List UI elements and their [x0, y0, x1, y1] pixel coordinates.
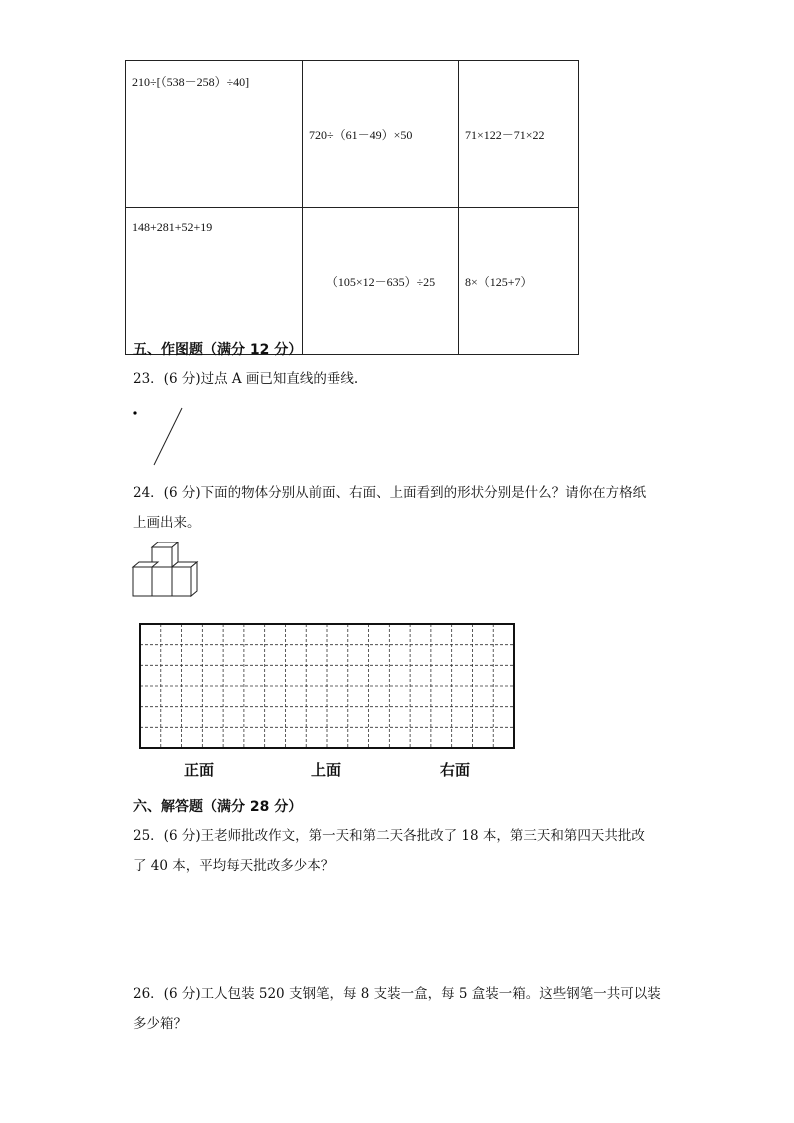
- grid-label-front: 正面: [184, 761, 215, 779]
- calculation-table: [125, 60, 579, 355]
- question-24-line-1: 24．(6 分)下面的物体分别从前面、右面、上面看到的形状分别是什么？请你在方格纸: [133, 485, 647, 501]
- point-and-line-figure: [128, 400, 198, 470]
- question-25-line-1: 25．(6 分)王老师批改作文，第一天和第二天各批改了 18 本，第三天和第四天共批改: [133, 828, 645, 844]
- table-cell: 210÷[（538－258）÷40]: [126, 61, 303, 208]
- table-row: [126, 208, 579, 355]
- table-cell: 148+281+52+19: [126, 208, 303, 355]
- table-cell: 71×122－71×22: [459, 61, 579, 208]
- question-25: [133, 821, 673, 881]
- table-cell: 720÷（61－49）×50: [303, 61, 459, 208]
- question-24-line-2: 上画出来。: [133, 515, 201, 531]
- grid-label-top: 上面: [311, 761, 342, 779]
- grid-label-right: 右面: [440, 761, 471, 779]
- cube-face: [152, 567, 172, 596]
- section-5-title: 五、作图题（满分 12 分）: [133, 342, 303, 358]
- question-23: 23．(6 分)过点 A 画已知直线的垂线.: [133, 371, 359, 387]
- question-25-line-2: 了 40 本，平均每天批改多少本？: [133, 858, 335, 874]
- question-26-line-1: 26．(6 分)工人包装 520 支钢笔，每 8 支装一盒，每 5 盒装一箱。这些钢笔一共可以装: [133, 986, 661, 1002]
- question-26: [133, 979, 673, 1039]
- table-row: [126, 61, 579, 208]
- section-6-title: 六、解答题（满分 28 分）: [133, 799, 303, 815]
- cube-face: [133, 567, 152, 596]
- grid-paper[interactable]: [138, 622, 518, 752]
- table-cell: 8×（125+7）: [459, 208, 579, 355]
- question-24: [133, 478, 673, 538]
- table-cell: （105×12－635）÷25: [303, 208, 459, 355]
- question-26-line-2: 多少箱？: [133, 1016, 187, 1032]
- point-a: [133, 411, 136, 414]
- given-line: [154, 408, 182, 465]
- cube-face: [191, 562, 197, 596]
- cube-face: [172, 567, 191, 596]
- cube-stack-figure: [128, 542, 208, 602]
